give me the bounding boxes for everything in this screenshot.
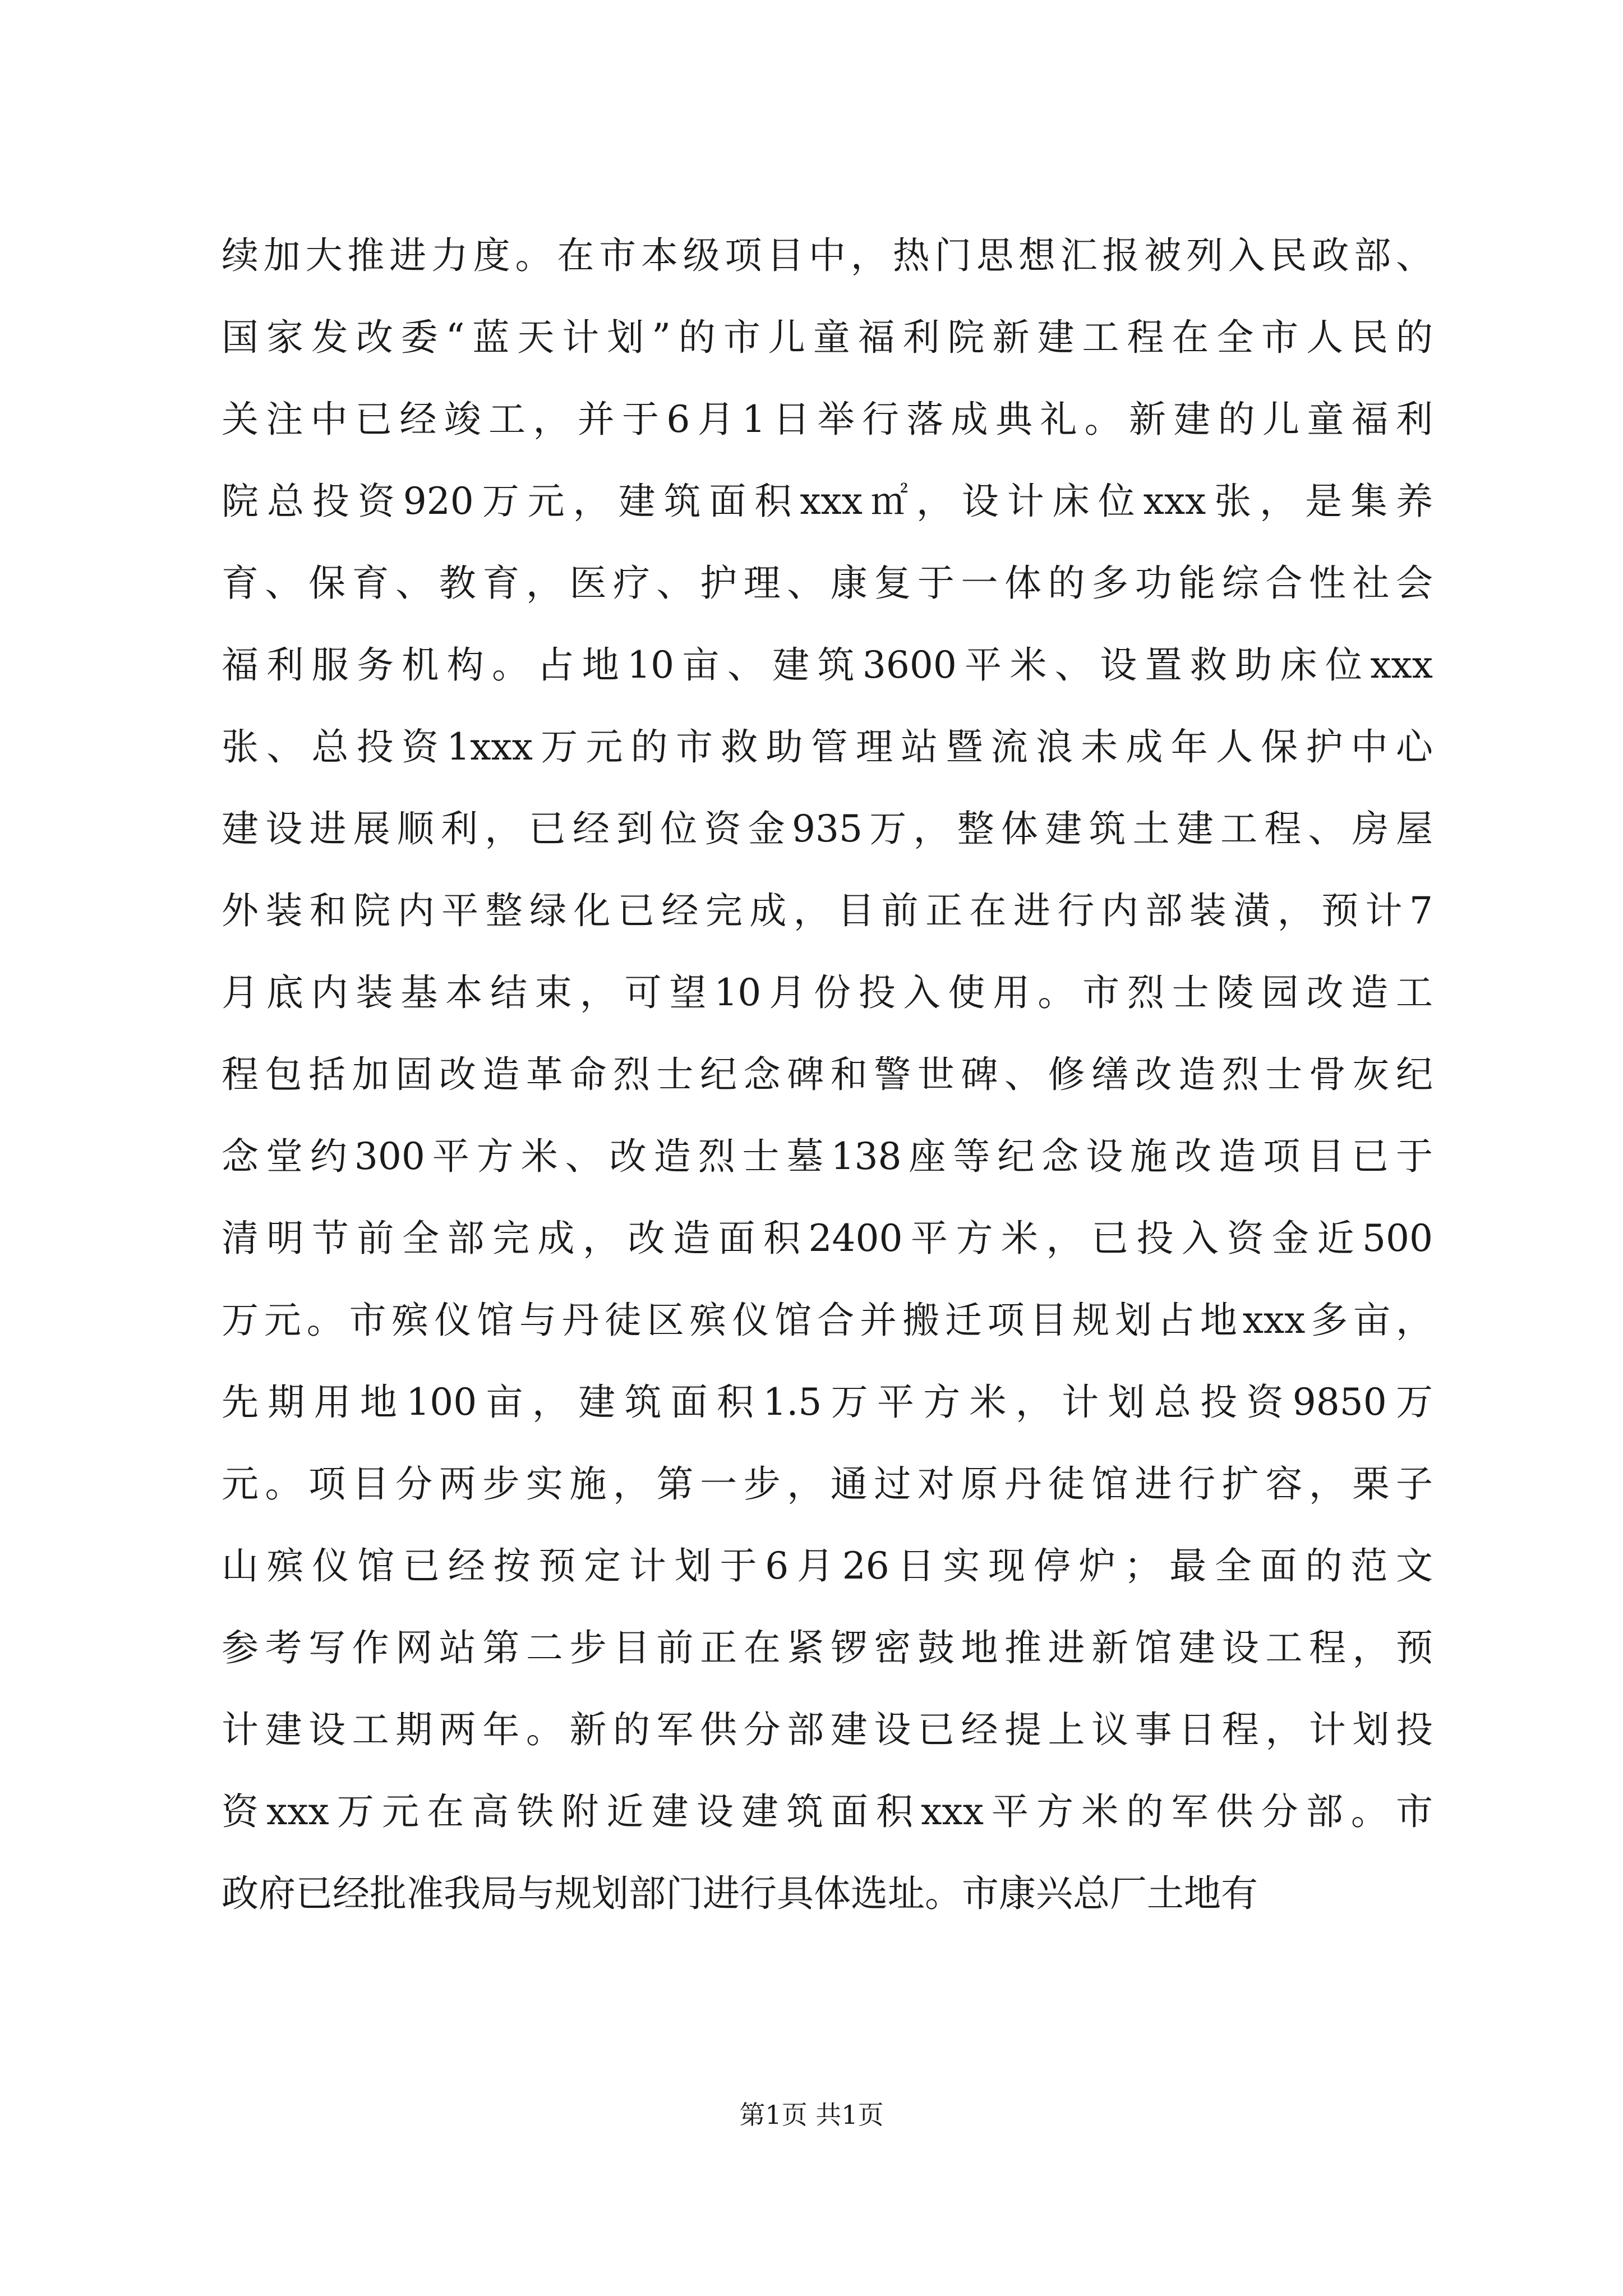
body-text	[222, 215, 1433, 1935]
text-line-5: 育、保育、教育，医疗、护理、康复于一体的多功能综合性社会	[222, 562, 1433, 605]
text-line-1: 续加大推进力度。在市本级项目中，热门思想汇报被列入民政部、	[222, 234, 1433, 277]
text-line-16: 元。项目分两步实施，第一步，通过对原丹徒馆进行扩容，栗子	[222, 1462, 1433, 1506]
text-line-11: 程包括加固改造革命烈士纪念碑和警世碑、修缮改造烈士骨灰纪	[222, 1053, 1433, 1096]
text-line-20: 资xxx万元在高铁附近建设建筑面积xxx平方米的军供分部。市	[222, 1790, 1433, 1833]
text-line-3: 关注中已经竣工，并于6月1日举行落成典礼。新建的儿童福利	[222, 398, 1433, 441]
text-line-13: 清明节前全部完成，改造面积2400平方米，已投入资金近500	[222, 1217, 1433, 1260]
text-line-7: 张、总投资1xxx万元的市救助管理站暨流浪未成年人保护中心	[222, 725, 1433, 769]
text-line-15: 先期用地100亩，建筑面积1.5万平方米，计划总投资9850万	[222, 1381, 1433, 1424]
text-line-17: 山殡仪馆已经按预定计划于6月26日实现停炉；最全面的范文	[222, 1544, 1433, 1588]
text-line-21: 政府已经批准我局与规划部门进行具体选址。市康兴总厂土地有	[222, 1872, 1258, 1915]
text-line-18: 参考写作网站第二步目前正在紧锣密鼓地推进新馆建设工程，预	[222, 1626, 1433, 1669]
text-line-14: 万元。市殡仪馆与丹徒区殡仪馆合并搬迁项目规划占地xxx多亩，	[222, 1299, 1433, 1342]
text-line-10: 月底内装基本结束，可望10月份投入使用。市烈士陵园改造工	[222, 971, 1433, 1014]
text-line-6: 福利服务机构。占地10亩、建筑3600平米、设置救助床位xxx	[222, 643, 1433, 687]
text-line-19: 计建设工期两年。新的军供分部建设已经提上议事日程，计划投	[222, 1708, 1433, 1751]
text-line-9: 外装和院内平整绿化已经完成，目前正在进行内部装潢，预计7	[222, 889, 1433, 932]
text-line-8: 建设进展顺利，已经到位资金935万，整体建筑土建工程、房屋	[222, 807, 1433, 850]
text-line-4: 院总投资920万元，建筑面积xxx㎡，设计床位xxx张，是集养	[222, 480, 1433, 523]
text-line-12: 念堂约300平方米、改造烈士墓138座等纪念设施改造项目已于	[222, 1135, 1433, 1178]
text-line-2: 国家发改委“蓝天计划”的市儿童福利院新建工程在全市人民的	[222, 316, 1433, 359]
page-footer: 第1页 共1页	[739, 2100, 884, 2130]
